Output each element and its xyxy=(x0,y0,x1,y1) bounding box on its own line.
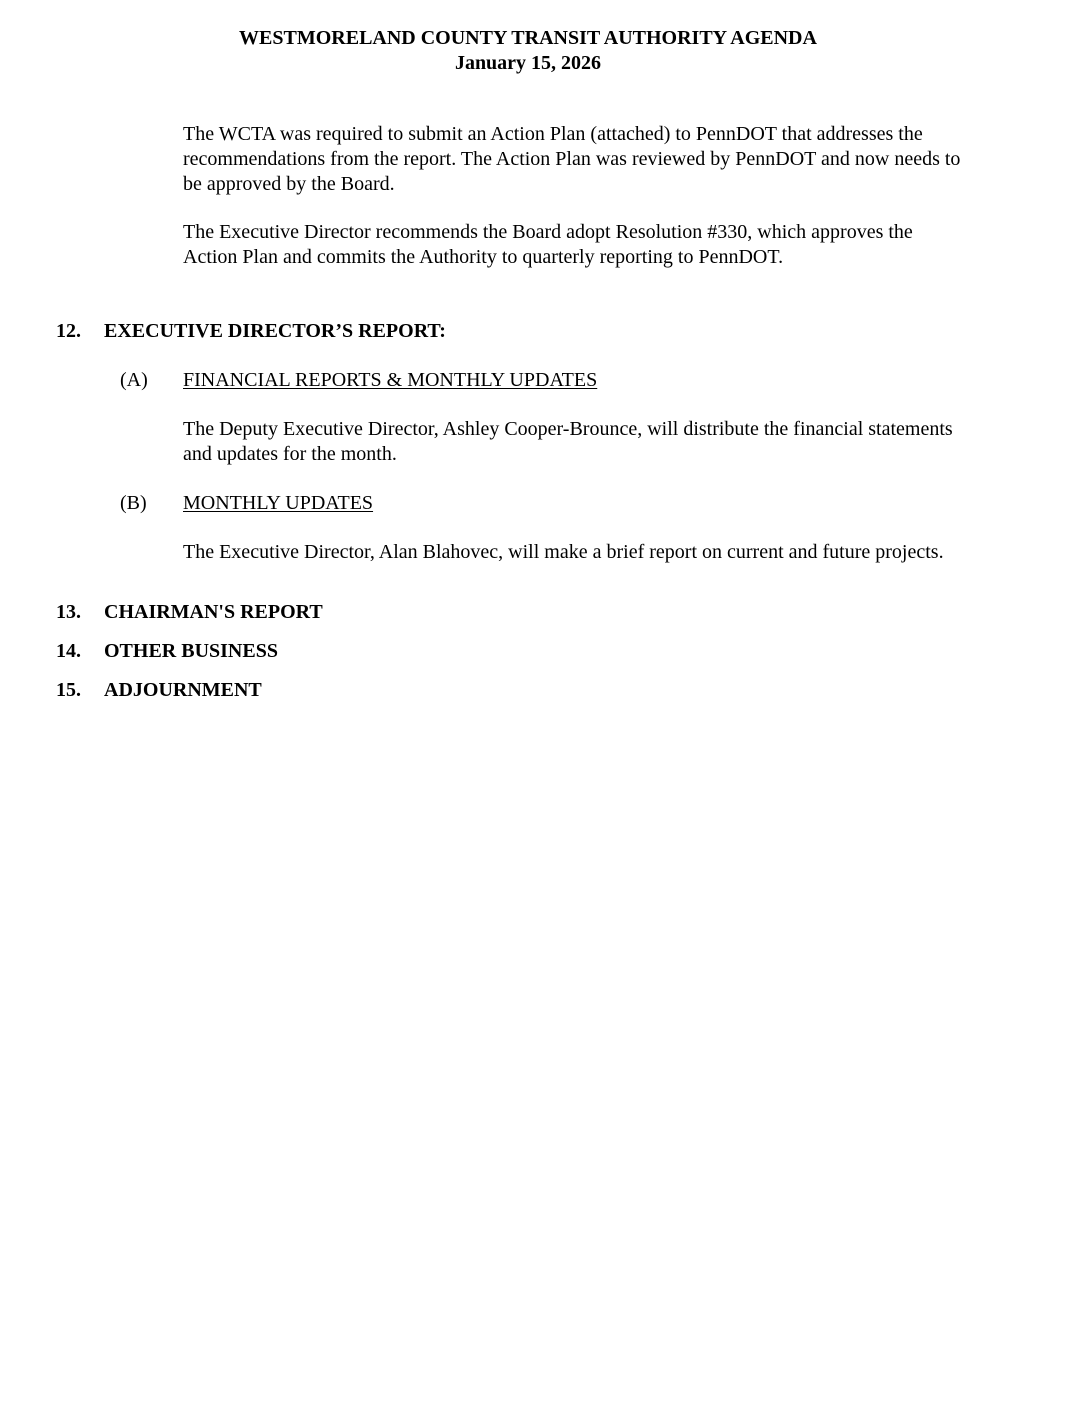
section-number-12: 12. xyxy=(56,320,81,342)
subsection-letter-a: (A) xyxy=(120,369,148,391)
subsection-letter-b: (B) xyxy=(120,492,147,514)
subsection-title-financial-reports: FINANCIAL REPORTS & MONTHLY UPDATES xyxy=(183,369,598,391)
section-title-adjournment: ADJOURNMENT xyxy=(104,679,262,701)
section-number-13: 13. xyxy=(56,601,81,623)
resolution-paragraph xyxy=(183,220,1019,270)
document-header xyxy=(0,26,1056,76)
paragraph-line: be approved by the Board. xyxy=(183,173,395,195)
section-number-14: 14. xyxy=(56,640,81,662)
paragraph-line: and updates for the month. xyxy=(183,443,397,465)
paragraph-line: The Deputy Executive Director, Ashley Cooper-Brounce, will distribute the financial statements xyxy=(183,418,953,440)
financial-reports-paragraph xyxy=(183,417,1019,467)
document-title: WESTMORELAND COUNTY TRANSIT AUTHORITY AGENDA xyxy=(239,27,817,49)
monthly-updates-paragraph xyxy=(183,540,1019,565)
section-title-other-business: OTHER BUSINESS xyxy=(104,640,278,662)
section-title-chairmans-report: CHAIRMAN'S REPORT xyxy=(104,601,323,623)
section-number-15: 15. xyxy=(56,679,81,701)
section-title-executive-directors-report: EXECUTIVE DIRECTOR’S REPORT: xyxy=(104,320,446,342)
paragraph-line: Action Plan and commits the Authority to quarterly reporting to PennDOT. xyxy=(183,246,784,268)
paragraph-line: recommendations from the report. The Action Plan was reviewed by PennDOT and now needs to xyxy=(183,148,961,170)
subsection-title-monthly-updates: MONTHLY UPDATES xyxy=(183,492,374,514)
paragraph-line: The WCTA was required to submit an Action Plan (attached) to PennDOT that addresses the xyxy=(183,123,923,145)
action-plan-paragraph xyxy=(183,122,1019,197)
meeting-date: January 15, 2026 xyxy=(454,52,602,74)
paragraph-line: The Executive Director, Alan Blahovec, will make a brief report on current and future projects. xyxy=(183,541,944,563)
paragraph-line: The Executive Director recommends the Board adopt Resolution #330, which approves the xyxy=(183,221,913,243)
